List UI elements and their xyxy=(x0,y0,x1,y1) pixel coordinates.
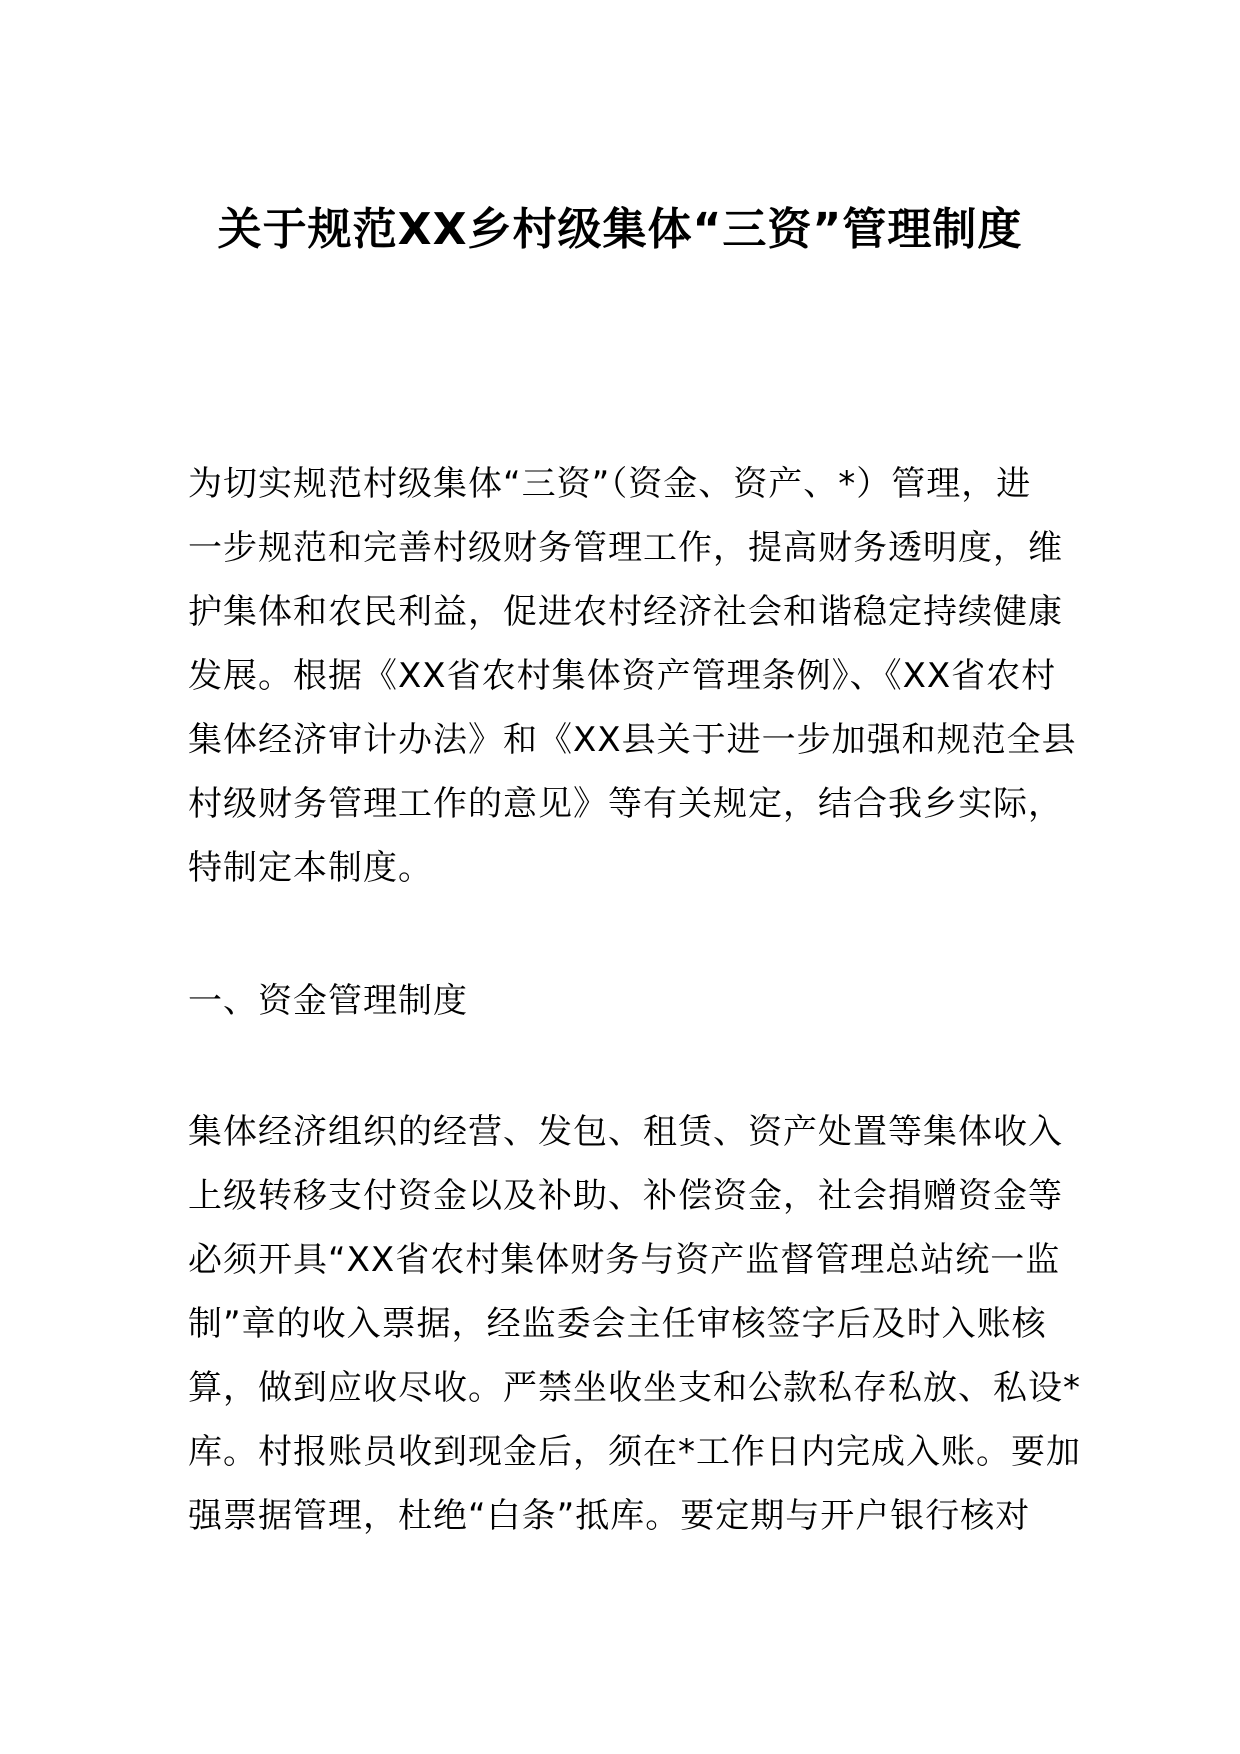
paragraph-line: 强票据管理，杜绝“白条”抵库。要定期与开户银行核对 xyxy=(188,1496,1031,1536)
paragraph-line: 集体经济组织的经营、发包、租赁、资产处置等集体收入 xyxy=(188,1112,1063,1152)
paragraph-line: 护集体和农民利益，促进农村经济社会和谐稳定持续健康 xyxy=(188,592,1063,632)
section-heading xyxy=(188,969,1068,1033)
document-title: 关于规范XX乡村级集体“三资”管理制度 xyxy=(217,204,1023,255)
paragraph-line: 算，做到应收尽收。严禁坐收坐支和公款私存私放、私设* xyxy=(188,1368,1081,1408)
paragraph-line: 必须开具“XX省农村集体财务与资产监督管理总站统一监 xyxy=(188,1240,1061,1280)
paragraph-line: 发展。根据《XX省农村集体资产管理条例》、《XX省农村 xyxy=(188,656,1057,696)
paragraph-line: 上级转移支付资金以及补助、补偿资金，社会捐赠资金等 xyxy=(188,1176,1063,1216)
paragraph-line: 制”章的收入票据，经监委会主任审核签字后及时入账核 xyxy=(188,1304,1047,1344)
intro-paragraph xyxy=(188,452,1077,900)
section-heading-text: 一、资金管理制度 xyxy=(188,981,468,1021)
paragraph-line: 集体经济审计办法》和《XX县关于进一步加强和规范全县 xyxy=(188,720,1077,760)
paragraph-line: 特制定本制度。 xyxy=(188,848,433,888)
paragraph-line: 一步规范和完善村级财务管理工作，提高财务透明度，维 xyxy=(188,528,1063,568)
paragraph-line: 库。村报账员收到现金后，须在*工作日内完成入账。要加 xyxy=(188,1432,1081,1472)
section-paragraph xyxy=(188,1100,1081,1548)
paragraph-line: 为切实规范村级集体“三资”（资金、资产、*）管理，进 xyxy=(188,464,1032,504)
paragraph-line: 村级财务管理工作的意见》等有关规定，结合我乡实际， xyxy=(188,784,1063,824)
